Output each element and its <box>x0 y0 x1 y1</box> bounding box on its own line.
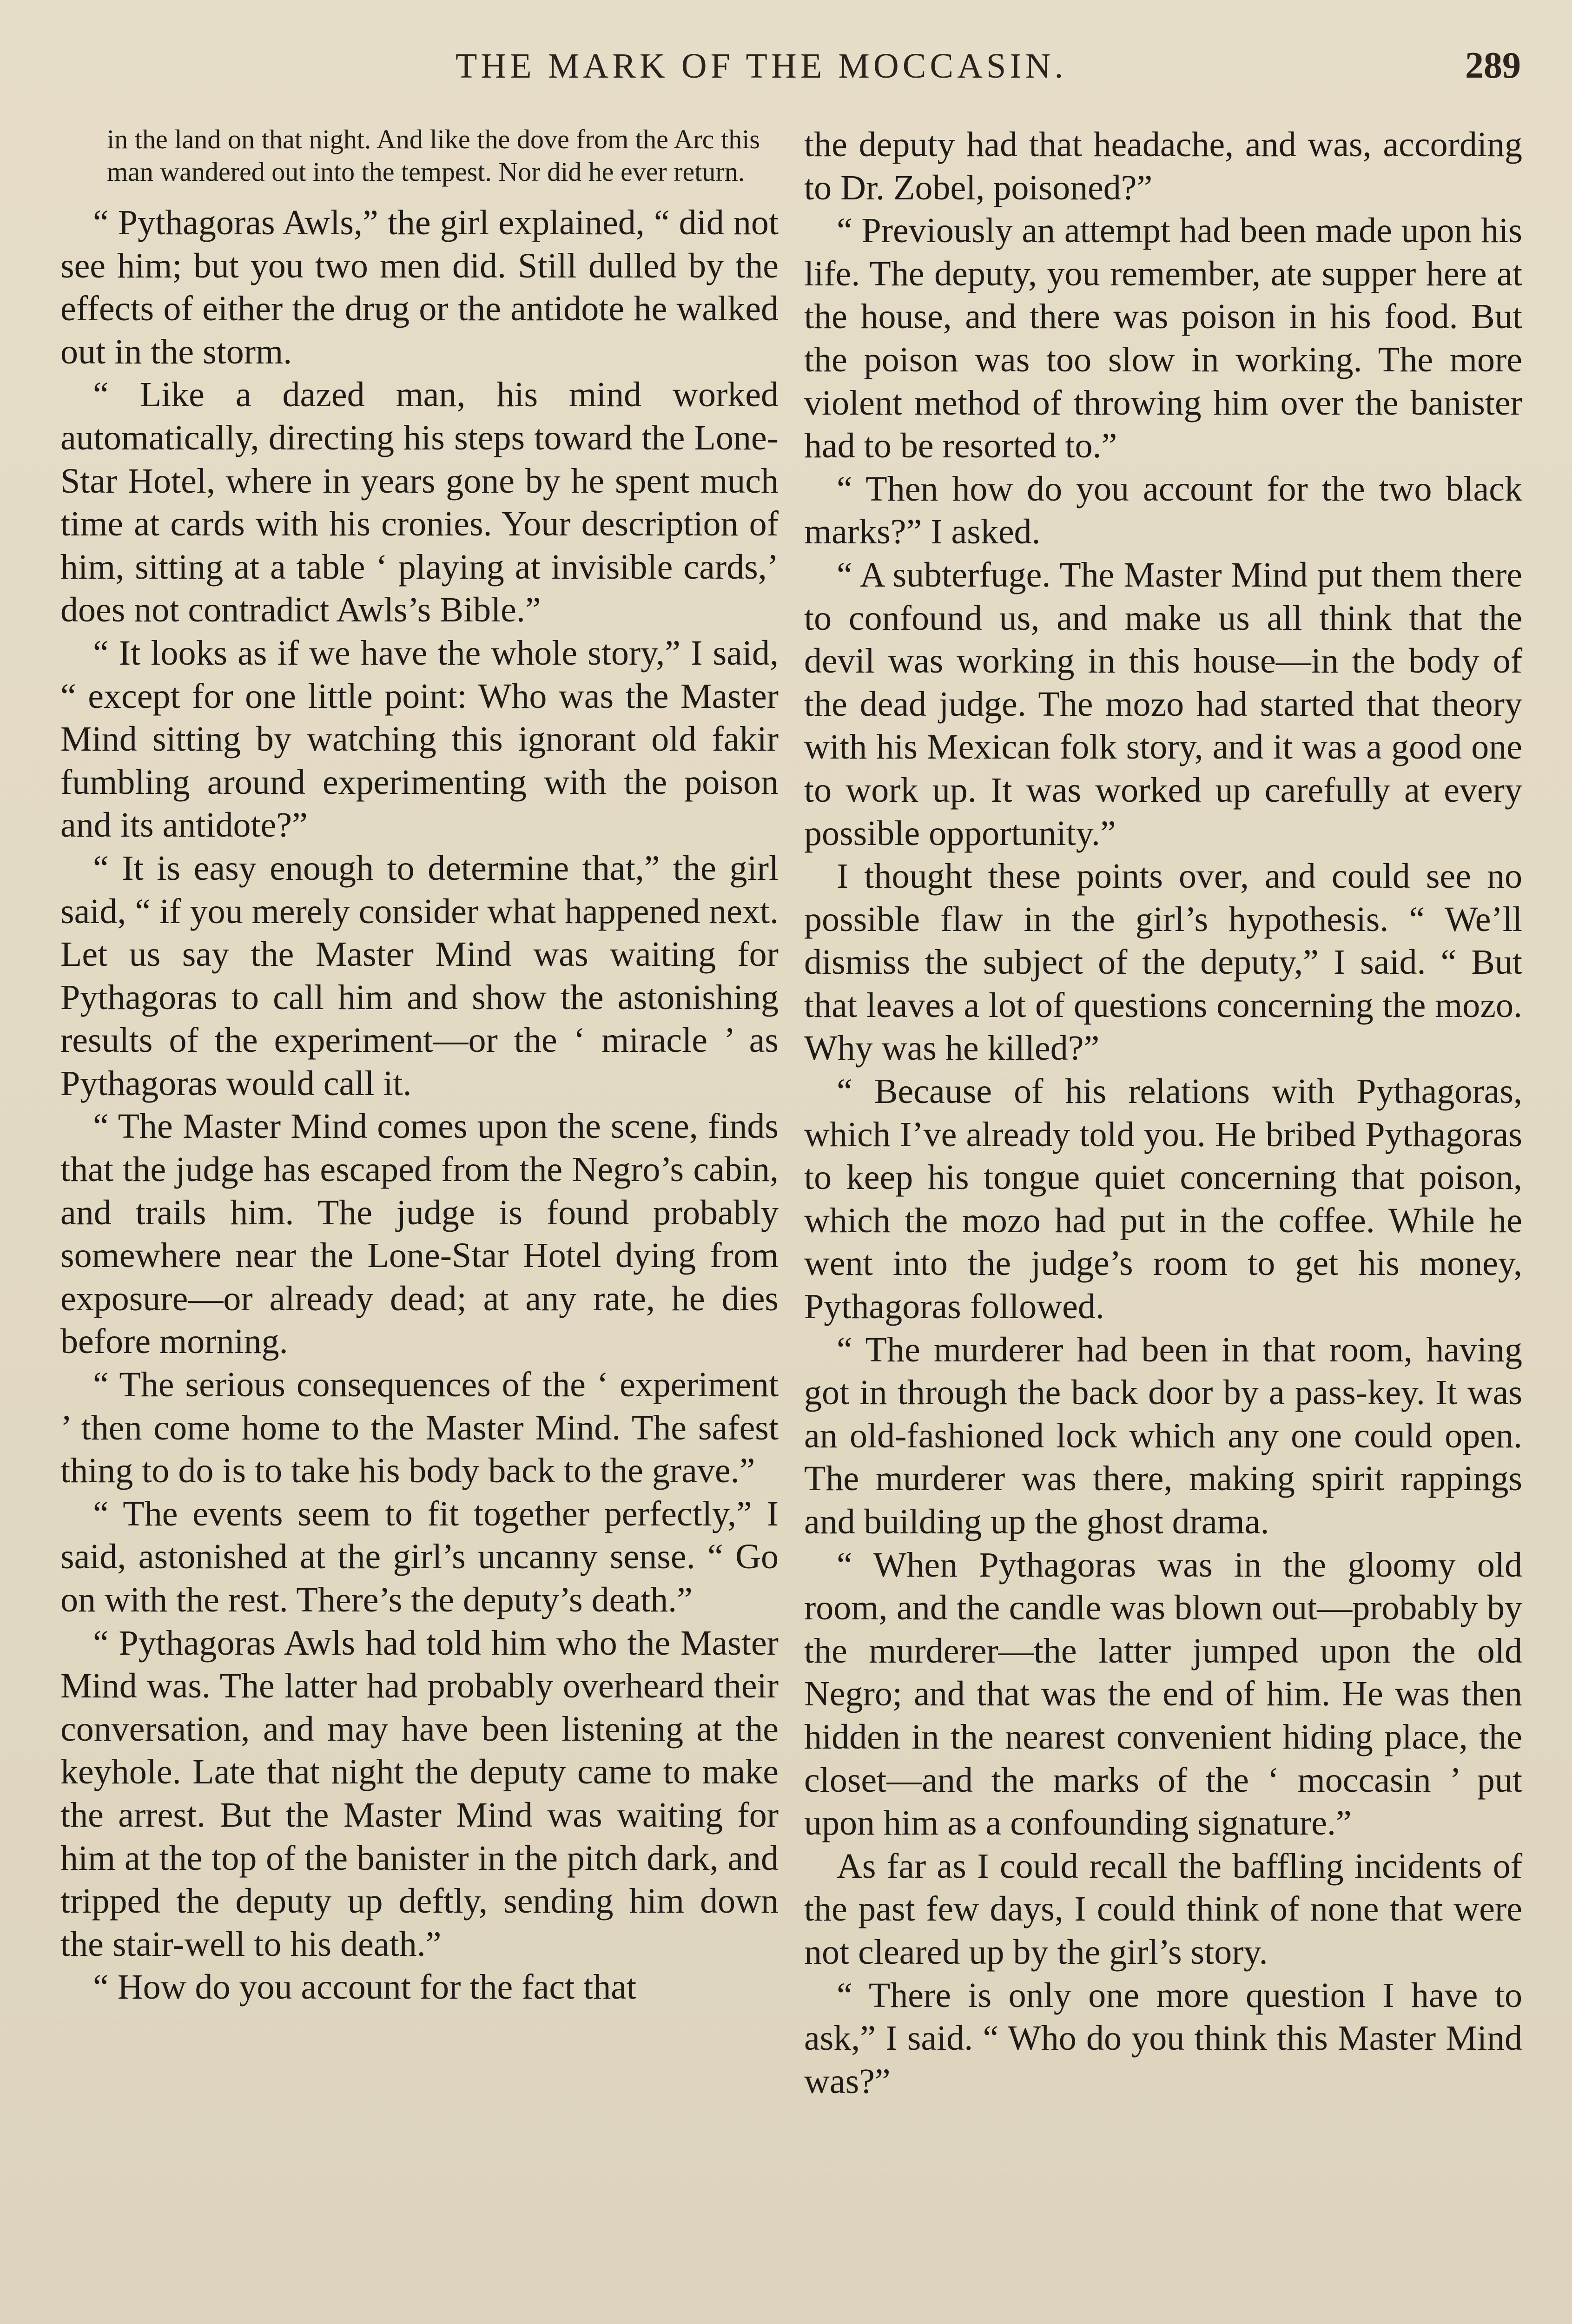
paragraph: “ Pythagoras Awls,” the girl explained, “ did not see him; but you two men did. Still dulled by the effects of either the drug or the antidote he walked out in the storm. <box>60 203 779 371</box>
left-column <box>60 123 779 2009</box>
paragraph: As far as I could recall the baffling incidents of the past few days, I could think of none that were not cleared up by the girl’s story. <box>804 1846 1522 1972</box>
paragraph: “ Previously an attempt had been made upon his life. The deputy, you remember, ate supper here at the house, and there was poison in his food. But the poison was too slow in working. The more violent method of throwing him over the banister had to be resorted to.” <box>804 211 1522 466</box>
paragraph: “ The serious consequences of the ‘ experiment ’ then come home to the Master Mind. The safest thing to do is to take his body back to the grave.” <box>60 1365 779 1491</box>
paragraph: “ Because of his relations with Pythagoras, which I’ve already told you. He bribed Pythagoras to keep his tongue quiet concerning that poison, which the mozo had put in the coffee. While he went into the judge’s room to get his money, Pythagoras followed. <box>804 1072 1522 1327</box>
paragraph: “ When Pythagoras was in the gloomy old room, and the candle was blown out—probably by the murderer—the latter jumped upon the old Negro; and that was the end of him. He was then hidden in the nearest convenient hiding place, the closet—and the marks of the ‘ moccasin ’ put upon him as a confounding signature.” <box>804 1545 1522 1843</box>
paragraph: “ Like a dazed man, his mind worked automatically, directing his steps toward the Lone-Star Hotel, where in years gone by he spent much time at cards with his cronies. Your description of him, sitting at a table ‘ playing at invisible cards,’ does not contradict Awls’s Bible.” <box>60 375 779 630</box>
page-number: 289 <box>1465 45 1521 86</box>
paragraph: “ The events seem to fit together perfectly,” I said, astonished at the girl’s uncanny sense. “ Go on with the rest. There’s the deputy’s death.” <box>60 1494 779 1619</box>
page-header <box>456 45 1521 100</box>
paragraph: “ The Master Mind comes upon the scene, finds that the judge has escaped from the Negro’s cabin, and trails him. The judge is found probably somewhere near the Lone-Star Hotel dying from exposure—or already dead; at any rate, he dies before morning. <box>60 1107 779 1361</box>
paragraph: “ There is only one more question I have to ask,” I said. “ Who do you think this Master Mind was?” <box>804 1975 1522 2101</box>
paragraph: “ Pythagoras Awls had told him who the Master Mind was. The latter had probably overheard their conversation, and may have been listening at the keyhole. Late that night the deputy came to make the arrest. But the Master Mind was waiting for him at the top of the banister in the pitch dark, and tripped the deputy up deftly, sending him down the stair-well to his death.” <box>60 1623 779 1964</box>
paragraph: “ How do you account for the fact that <box>93 1967 637 2007</box>
paragraph: “ It is easy enough to determine that,” the girl said, “ if you merely consider what happened next. Let us say the Master Mind was waiting for Pythagoras to call him and show the astonishing results of the experiment—or the ‘ miracle ’ as Pythagoras would call it. <box>60 848 779 1103</box>
paragraph: the deputy had that headache, and was, according to Dr. Zobel, poisoned?” <box>804 125 1522 207</box>
paragraph: “ A subterfuge. The Master Mind put them there to confound us, and make us all think that the devil was working in this house—in the body of the dead judge. The mozo had started that theory with his Mexican folk story, and it was a good one to work up. It was worked up carefully at every possible opportunity.” <box>804 555 1522 853</box>
paragraph: “ It looks as if we have the whole story,” I said, “ except for one little point: Who was the Master Mind sitting by watching this ignorant old fakir fumbling around experimenting with the poison and its antidote?” <box>60 633 779 845</box>
paragraph: “ The murderer had been in that room, having got in through the back door by a pass-key. It was an old-fashioned lock which any one could open. The murderer was there, making spirit rappings and building up the ghost drama. <box>804 1330 1522 1541</box>
paragraph: in the land on that night. And like the dove from the Arc this man wandered out into the tempest. Nor did he ever return. <box>107 124 760 187</box>
right-column <box>804 123 1522 2103</box>
running-title: THE MARK OF THE MOCCASIN. <box>456 46 1067 86</box>
paragraph: “ Then how do you account for the two black marks?” I asked. <box>804 469 1522 552</box>
paragraph: I thought these points over, and could see no possible flaw in the girl’s hypothesis. “ We’ll dismiss the subject of the deputy,” I said. “ But that leaves a lot of questions concerning the mozo. Why was he killed?” <box>804 857 1522 1068</box>
